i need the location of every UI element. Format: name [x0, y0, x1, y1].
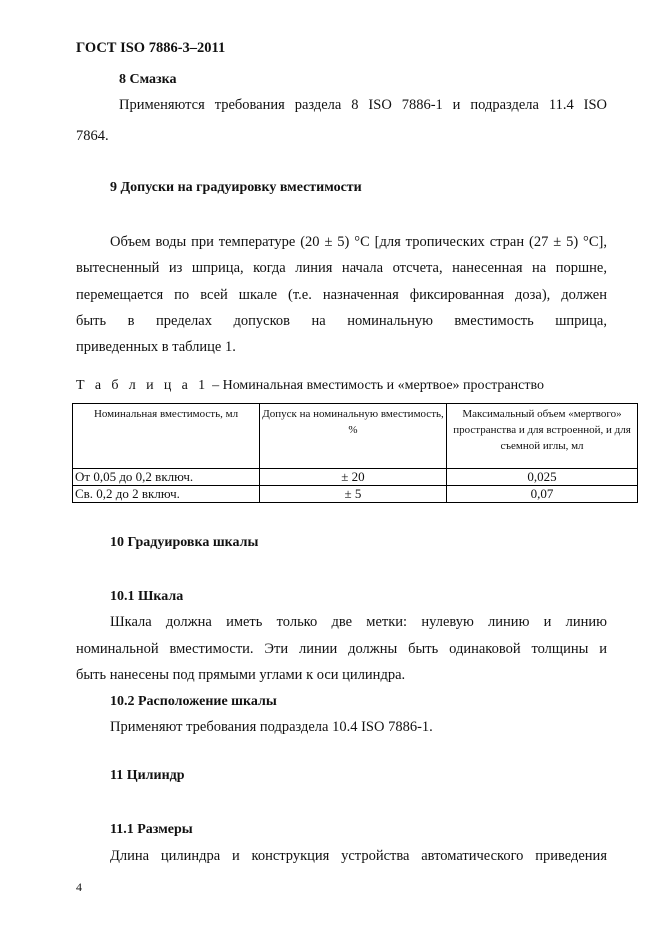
section-9-line-4: быть в пределах допусков на номинальную вместимость шприца, [76, 313, 607, 329]
section-9-line-2: вытесненный из шприца, когда линия начала отсчета, нанесенная на поршне, [76, 260, 607, 276]
section-8-line-1: Применяются требования раздела 8 ISO 7886-1 и подраздела 11.4 ISO [119, 97, 607, 113]
section-10-heading: 10 Градуировка шкалы [110, 535, 259, 550]
table-caption-label: Т а б л и ц а 1 [76, 378, 209, 393]
table-cell: 0,025 [447, 469, 638, 486]
section-9-line-1: Объем воды при температуре (20 ± 5) °С [для тропических стран (27 ± 5) °С], [110, 234, 607, 250]
section-10-1-line-3: быть нанесены под прямыми углами к оси цилиндра. [76, 667, 406, 683]
section-9-heading: 9 Допуски на градуировку вместимости [110, 180, 362, 195]
table-cell: ± 20 [260, 469, 447, 486]
table-row [73, 486, 638, 503]
section-9-line-3: перемещается по всей шкале (т.е. назначенная фиксированная доза), должен [76, 287, 607, 303]
table-cell: 0,07 [447, 486, 638, 503]
section-10-2-heading: 10.2 Расположение шкалы [110, 694, 277, 709]
table-cell: ± 5 [260, 486, 447, 503]
page-number: 4 [76, 880, 82, 894]
table-cell: От 0,05 до 0,2 включ. [73, 469, 260, 486]
table-caption-text: – Номинальная вместимость и «мертвое» пространство [208, 378, 544, 393]
section-11-heading: 11 Цилиндр [110, 768, 185, 783]
section-8-line-2: 7864. [76, 128, 109, 144]
table-header-dead-space: Максимальный объем «мертвого» пространства и для встроенной, и для съемной иглы, мл [447, 404, 638, 469]
capacity-table [72, 403, 638, 503]
section-10-2-text: Применяют требования подраздела 10.4 ISO 7886-1. [110, 719, 433, 735]
document-code-header: ГОСТ ISO 7886-3–2011 [76, 40, 226, 56]
section-8-heading: 8 Смазка [119, 72, 177, 87]
section-11-1-line-1: Длина цилиндра и конструкция устройства автоматического приведения [110, 848, 607, 864]
table-row [73, 469, 638, 486]
table-caption [76, 378, 544, 394]
table-header-tolerance: Допуск на номинальную вместимость, % [260, 404, 447, 469]
table-cell: Св. 0,2 до 2 включ. [73, 486, 260, 503]
section-11-1-heading: 11.1 Размеры [110, 822, 193, 837]
section-10-1-line-2: номинальной вместимости. Эти линии должны быть одинаковой толщины и [76, 641, 607, 657]
section-10-1-line-1: Шкала должна иметь только две метки: нулевую линию и линию [110, 614, 607, 630]
section-9-line-5: приведенных в таблице 1. [76, 339, 236, 355]
section-10-1-heading: 10.1 Шкала [110, 589, 184, 604]
table-header-row [73, 404, 638, 469]
table-header-nominal: Номинальная вместимость, мл [73, 404, 260, 469]
